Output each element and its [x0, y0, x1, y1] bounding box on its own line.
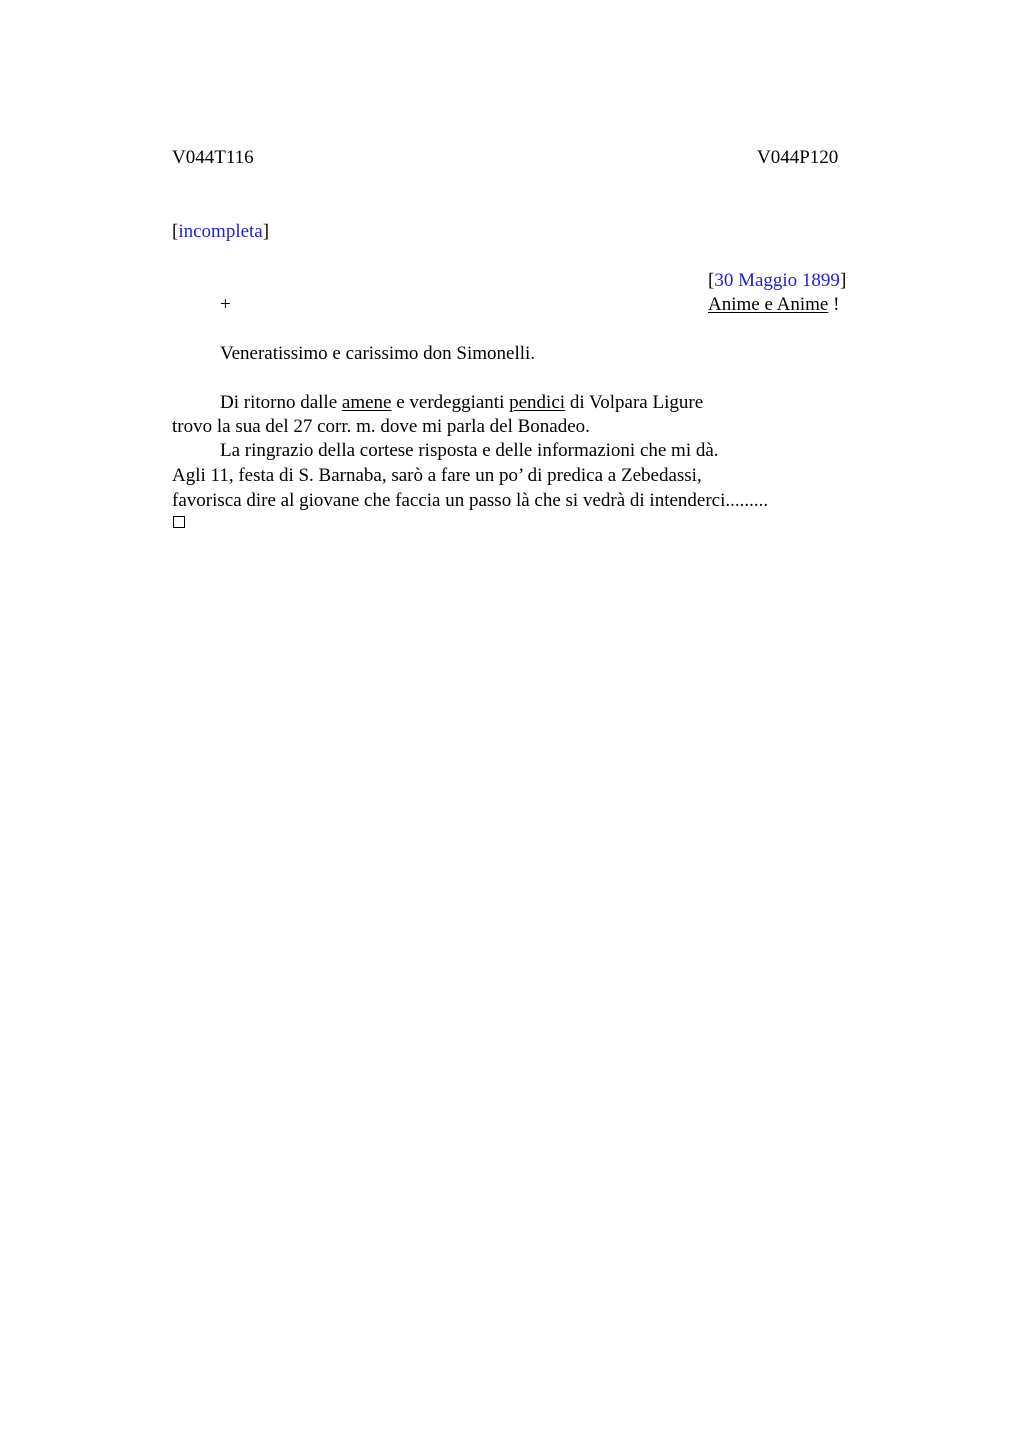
status-text: incompleta [178, 221, 263, 242]
body-line-3: La ringrazio della cortese risposta e delle informazioni che mi dà. [220, 440, 719, 461]
header-left-code: V044T116 [172, 147, 254, 168]
body-underlined-amene: amene [341, 392, 392, 413]
body-line-5: favorisca dire al giovane che faccia un passo là che si vedrà di intenderci......... [172, 490, 769, 511]
body-line-1-part-e: di Volpara Ligure [565, 392, 704, 413]
date-text: 30 Maggio 1899 [714, 270, 840, 291]
body-line-1-part-c: e verdeggianti [391, 392, 510, 413]
square-outline-icon [173, 516, 185, 528]
body-line-2: trovo la sua del 27 corr. m. dove mi parla del Bonadeo. [172, 416, 590, 437]
status-bracket-open: [ [172, 221, 179, 242]
body-underlined-pendici: pendici [509, 392, 566, 413]
date-bracket-close: ] [839, 270, 847, 291]
body-line-4: Agli 11, festa di S. Barnaba, sarò a fare un po’ di predica a Zebedassi, [172, 465, 702, 486]
status-label [172, 220, 269, 244]
cross-mark: + [220, 294, 231, 315]
date-bracket-open: [ [708, 270, 715, 291]
header-right-code: V044P120 [757, 147, 839, 168]
body-line-1 [220, 391, 703, 415]
motto-text: Anime e Anime [708, 294, 829, 315]
body-line-1-part-a: Di ritorno dalle [220, 392, 342, 413]
letter-date [708, 269, 846, 293]
motto-exclaim: ! [828, 294, 840, 315]
motto [708, 293, 839, 317]
salutation: Veneratissimo e carissimo don Simonelli. [220, 343, 536, 364]
status-bracket-close: ] [262, 221, 270, 242]
